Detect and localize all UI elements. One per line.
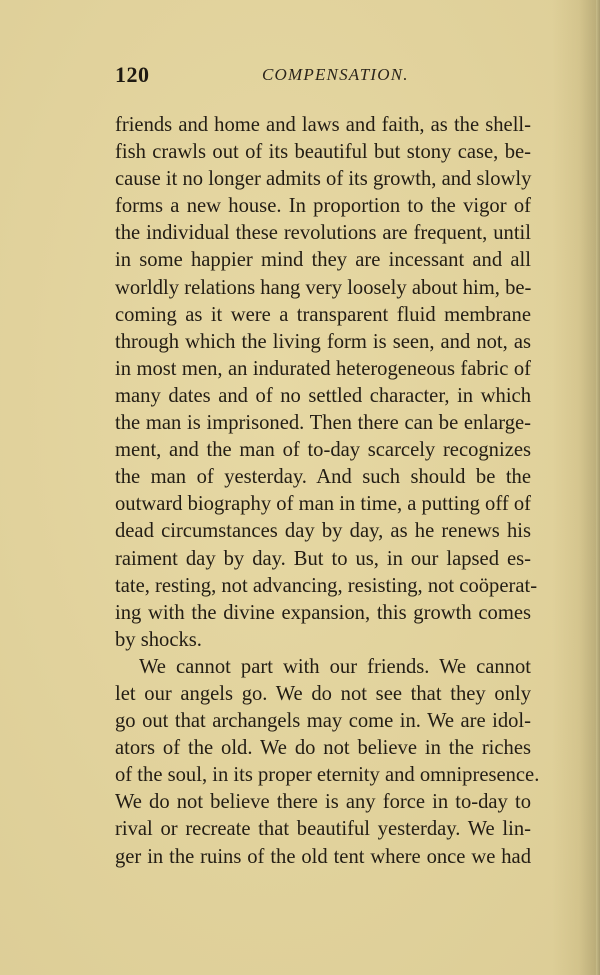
text-line: ment, and the man of to-day scarcely recognizes xyxy=(115,439,531,462)
page-edge-shadow xyxy=(596,0,600,975)
paragraph-2 xyxy=(115,654,540,871)
body-text xyxy=(115,112,540,871)
text-line: coming as it were a transparent fluid membrane xyxy=(115,303,531,326)
text-line: outward biography of man in time, a putting off of xyxy=(115,493,531,516)
page-number: 120 xyxy=(115,62,150,87)
text-line: fish crawls out of its beautiful but stony case, be- xyxy=(115,141,531,164)
text-line: raiment day by day. But to us, in our lapsed es- xyxy=(115,547,531,570)
text-line: friends and home and laws and faith, as the shell- xyxy=(115,114,531,136)
text-line: in most men, an indurated heterogeneous fabric of xyxy=(115,357,531,380)
text-line: go out that archangels may come in. We are idol- xyxy=(115,710,531,733)
running-title: COMPENSATION. xyxy=(262,65,409,84)
page-header xyxy=(111,62,531,90)
text-line: let our angels go. We do not see that they only xyxy=(115,682,531,705)
text-line: the man is imprisoned. Then there can be enlarge- xyxy=(115,412,531,435)
text-line: ators of the old. We do not believe in the riches xyxy=(115,737,531,760)
text-line: We do not believe there is any force in to-day to xyxy=(115,791,531,814)
text-line: ger in the ruins of the old tent where once we had xyxy=(115,845,531,868)
paragraph-1 xyxy=(115,112,538,654)
text-line: in some happier mind they are incessant and all xyxy=(115,249,531,272)
text-line: of the soul, in its proper eternity and omnipresence. xyxy=(115,764,540,787)
text-line: dead circumstances day by day, as he renews his xyxy=(115,520,531,543)
text-line: worldly relations hang very loosely about him, be- xyxy=(115,276,532,299)
text-line: cause it no longer admits of its growth, and slowly xyxy=(115,168,532,191)
text-line: ing with the divine expansion, this growth comes xyxy=(115,601,531,624)
text-line: We cannot part with our friends. We cannot xyxy=(139,655,531,678)
text-line: rival or recreate that beautiful yesterday. We lin- xyxy=(115,818,531,841)
text-line: forms a new house. In proportion to the vigor of xyxy=(115,195,531,218)
text-line: tate, resting, not advancing, resisting, not coöperat- xyxy=(115,574,538,597)
text-line: the man of yesterday. And such should be the xyxy=(115,466,531,489)
text-line: by shocks. xyxy=(115,628,202,651)
text-line: through which the living form is seen, and not, as xyxy=(115,330,531,353)
text-line: many dates and of no settled character, in which xyxy=(115,384,531,407)
text-line: the individual these revolutions are frequent, until xyxy=(115,222,531,245)
